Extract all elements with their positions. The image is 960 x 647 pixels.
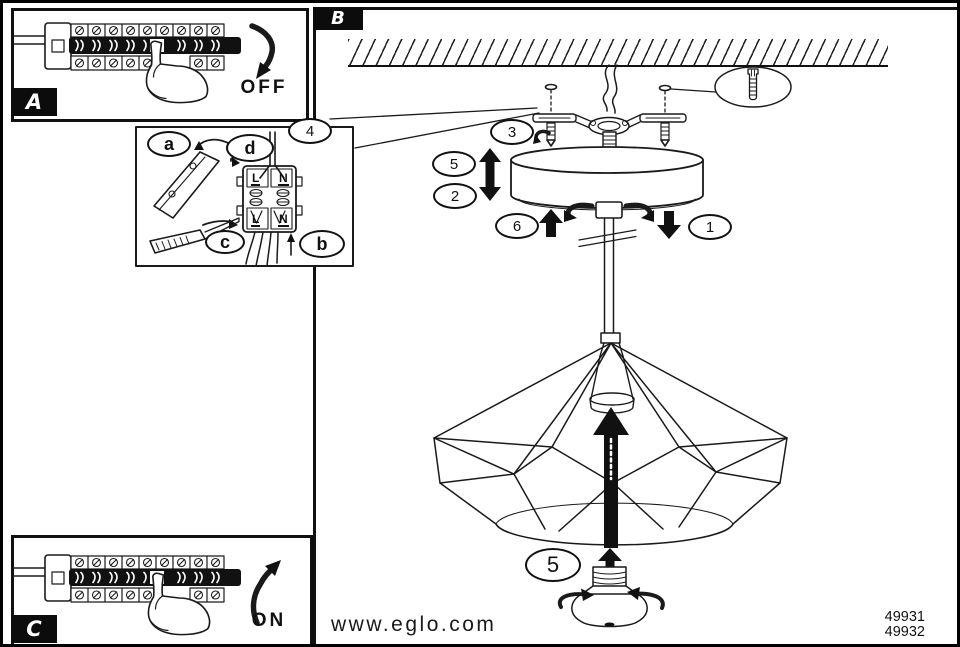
website-url: www.eglo.com	[331, 613, 497, 636]
terminal-label-l-bottom: L	[252, 212, 260, 226]
panel-b-letter: B	[331, 8, 345, 29]
step-marker-1: 1	[688, 214, 732, 240]
lamp-socket	[590, 343, 634, 413]
model-number-2: 49932	[884, 624, 925, 640]
terminal-label-l-top: L	[252, 171, 260, 185]
down-arrow-step1	[657, 225, 681, 239]
down-arrow-step2	[479, 187, 501, 201]
terminal-label-n-bottom: N	[279, 212, 288, 226]
panel-b-label	[313, 7, 363, 30]
wall-plug-callout	[671, 67, 791, 107]
model-number-1: 49931	[884, 609, 925, 625]
rod-break-marks	[579, 230, 636, 247]
wall-plug-icon	[748, 69, 758, 100]
model-numbers	[853, 610, 925, 640]
step-marker-5: 5	[432, 151, 476, 177]
canopy	[511, 147, 703, 210]
up-arrow-step5	[479, 148, 501, 162]
switch-off-arrow-icon	[252, 26, 272, 79]
push-up-arrow-icon	[593, 407, 629, 568]
suspension-rod	[579, 218, 636, 343]
panel-a-letter: A	[25, 90, 43, 114]
off-label: OFF	[240, 77, 288, 98]
ceiling-wires	[603, 65, 617, 113]
step-marker-3: 3	[490, 119, 534, 145]
badge-a: a	[147, 131, 191, 157]
panel-a-label	[11, 88, 57, 116]
step-marker-6: 6	[495, 213, 539, 239]
on-label: ON	[251, 610, 287, 631]
badge-b: b	[299, 230, 345, 258]
step-marker-4: 4	[288, 118, 332, 144]
step-marker-2: 2	[433, 183, 477, 209]
up-arrow-step6	[539, 209, 563, 223]
circuit-breaker-row-icon	[13, 23, 241, 70]
step-marker-5-bulb: 5	[525, 548, 581, 582]
diagram-artwork	[3, 3, 960, 647]
light-bulb-icon	[560, 567, 663, 627]
badge-d: d	[226, 134, 274, 162]
panel-c-letter: C	[26, 617, 42, 641]
terminal-label-n-top: N	[279, 171, 288, 185]
badge-c: c	[205, 230, 245, 254]
panel-c-label	[11, 615, 57, 643]
threaded-collar	[596, 202, 622, 218]
